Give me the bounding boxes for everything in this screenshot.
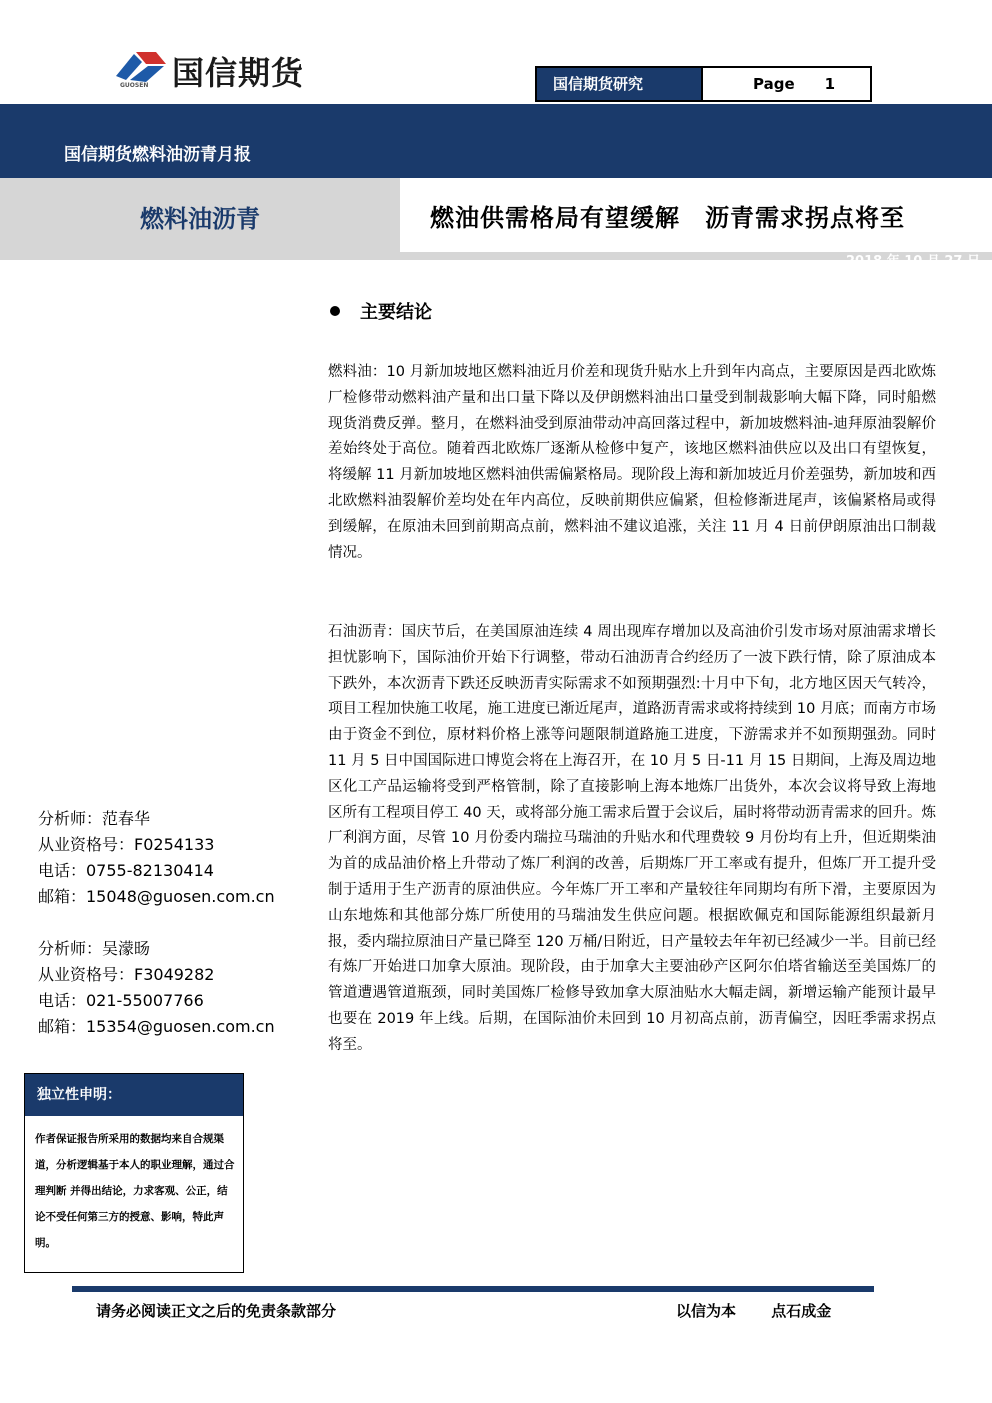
declaration-body: 作者保证报告所采用的数据均来自合规渠道，分析逻辑基于本人的职业理解，通过合理判断 并得出结论，力求客观、公正，结论不受任何第三方的授意、影响，特此声明。	[35, 1133, 235, 1249]
report-date: 2018 年 10 月 27 日	[846, 254, 980, 269]
research-label: 国信期货研究	[535, 66, 703, 102]
analyst-card	[38, 806, 275, 910]
analyst-email: 邮箱：15048@guosen.com.cn	[38, 887, 275, 906]
page-number: 1	[824, 75, 836, 93]
section-heading	[330, 298, 432, 324]
logo-name: 国信期货	[172, 54, 305, 92]
analyst-name: 分析师：吴濛旸	[38, 939, 151, 958]
analyst-cert: 从业资格号：F0254133	[38, 835, 215, 854]
headline: 燃油供需格局有望缓解 沥青需求拐点将至	[430, 203, 905, 232]
page-label: Page	[753, 75, 795, 93]
footer-divider	[72, 1286, 874, 1292]
analyst-name: 分析师：范春华	[38, 809, 151, 828]
page-indicator	[703, 66, 872, 102]
title-band	[0, 178, 992, 260]
logo-sub: GUOSEN	[120, 82, 149, 89]
analyst-email: 邮箱：15354@guosen.com.cn	[38, 1017, 275, 1036]
bullet-icon	[330, 306, 340, 316]
analyst-phone: 电话：0755-82130414	[38, 861, 214, 880]
declaration-title: 独立性申明：	[25, 1074, 243, 1116]
independence-declaration	[24, 1073, 244, 1273]
analyst-cert: 从业资格号：F3049282	[38, 965, 215, 984]
asphalt-paragraph: 石油沥青：国庆节后，在美国原油连续 4 周出现库存增加以及高油价引发市场对原油需求增长担忧影响下，国际油价开始下行调整，带动石油沥青合约经历了一波下跌行情，除了原油成本下跌外，本次沥青下跌还反映沥青实际需求不如预期强烈:十月中下旬，北方地区因天气转冷，项目工程加快施工收尾，施工进度已渐近尾声，道路沥青需求或将持续到 10 月底；而南方市场由于资金不到位，原材料价格上涨等问题限制道路施工进度，下游需求并不如预期强劲。同时 11 月 5 日中国国际进口博览会将在上海召开，在 10 月 5 日-11 月 15 日期间，上海及周边地区化工产品运输将受到严格管制，除了直接影响上海本地炼厂出货外，本次会议将导致上海地区所有工程项目停工 40 天，或将部分施工需求后置于会议后，届时将带动沥青需求的回升。炼厂利润方面，尽管 10 月份委内瑞拉马瑞油的升贴水和代理费较 9 月份均有上升，但近期柴油为首的成品油价格上升带动了炼厂利润的改善，后期炼厂开工率或有提升，但炼厂开工提升受制于适用于生产沥青的原油供应。今年炼厂开工率和产量较往年同期均有所下滑，主要原因为山东地炼和其他部分炼厂所使用的马瑞油发生供应问题。根据欧佩克和国际能源组织最新月报，委内瑞拉原油日产量已降至 120 万桶/日附近，日产量较去年年初已经减少一半。目前已经有炼厂开始进口加拿大原油。现阶段，由于加拿大主要油砂产区阿尔伯塔省输送至美国炼厂的管道遭遇管道瓶颈，同时美国炼厂检修导致加拿大原油贴水大幅走阔，新增运输产能预计最早也要在 2019 年上线。后期，在国际油价未回到 10 月初高点前，沥青偏空，因旺季需求拐点将至。	[328, 624, 936, 1053]
fuel-oil-paragraph: 燃料油：10 月新加坡地区燃料油近月价差和现货升贴水上升到年内高点，主要原因是西北欧炼厂检修带动燃料油产量和出口量下降以及伊朗燃料油出口量受到制裁影响大幅下降，同时船燃现货消费反弹。整月，在燃料油受到原油带动冲高回落过程中，新加坡燃料油-迪拜原油裂解价差始终处于高位。随着西北欧炼厂逐渐从检修中复产，该地区燃料油供应以及出口有望恢复，将缓解 11 月新加坡地区燃料油供需偏紧格局。现阶段上海和新加坡近月价差强势，新加坡和西北欧燃料油裂解价差均处在年内高位，反映前期供应偏紧，但检修渐进尾声，该偏紧格局或得到缓解，在原油未回到前期高点前，燃料油不建议追涨，关注 11 月 4 日前伊朗原油出口制裁情况。	[328, 364, 936, 561]
analyst-phone: 电话：021-55007766	[38, 991, 204, 1010]
footer-disclaimer: 请务必阅读正文之后的免责条款部分	[96, 1302, 337, 1320]
section-title: 主要结论	[360, 302, 432, 323]
company-logo	[112, 44, 352, 94]
headline-box	[400, 178, 992, 252]
footer-slogan: 以信为本 点石成金	[676, 1302, 832, 1320]
report-type-band	[0, 104, 992, 178]
sector-label: 燃料油沥青	[140, 204, 260, 233]
report-type: 国信期货燃料油沥青月报	[64, 145, 251, 165]
analyst-card	[38, 936, 275, 1040]
